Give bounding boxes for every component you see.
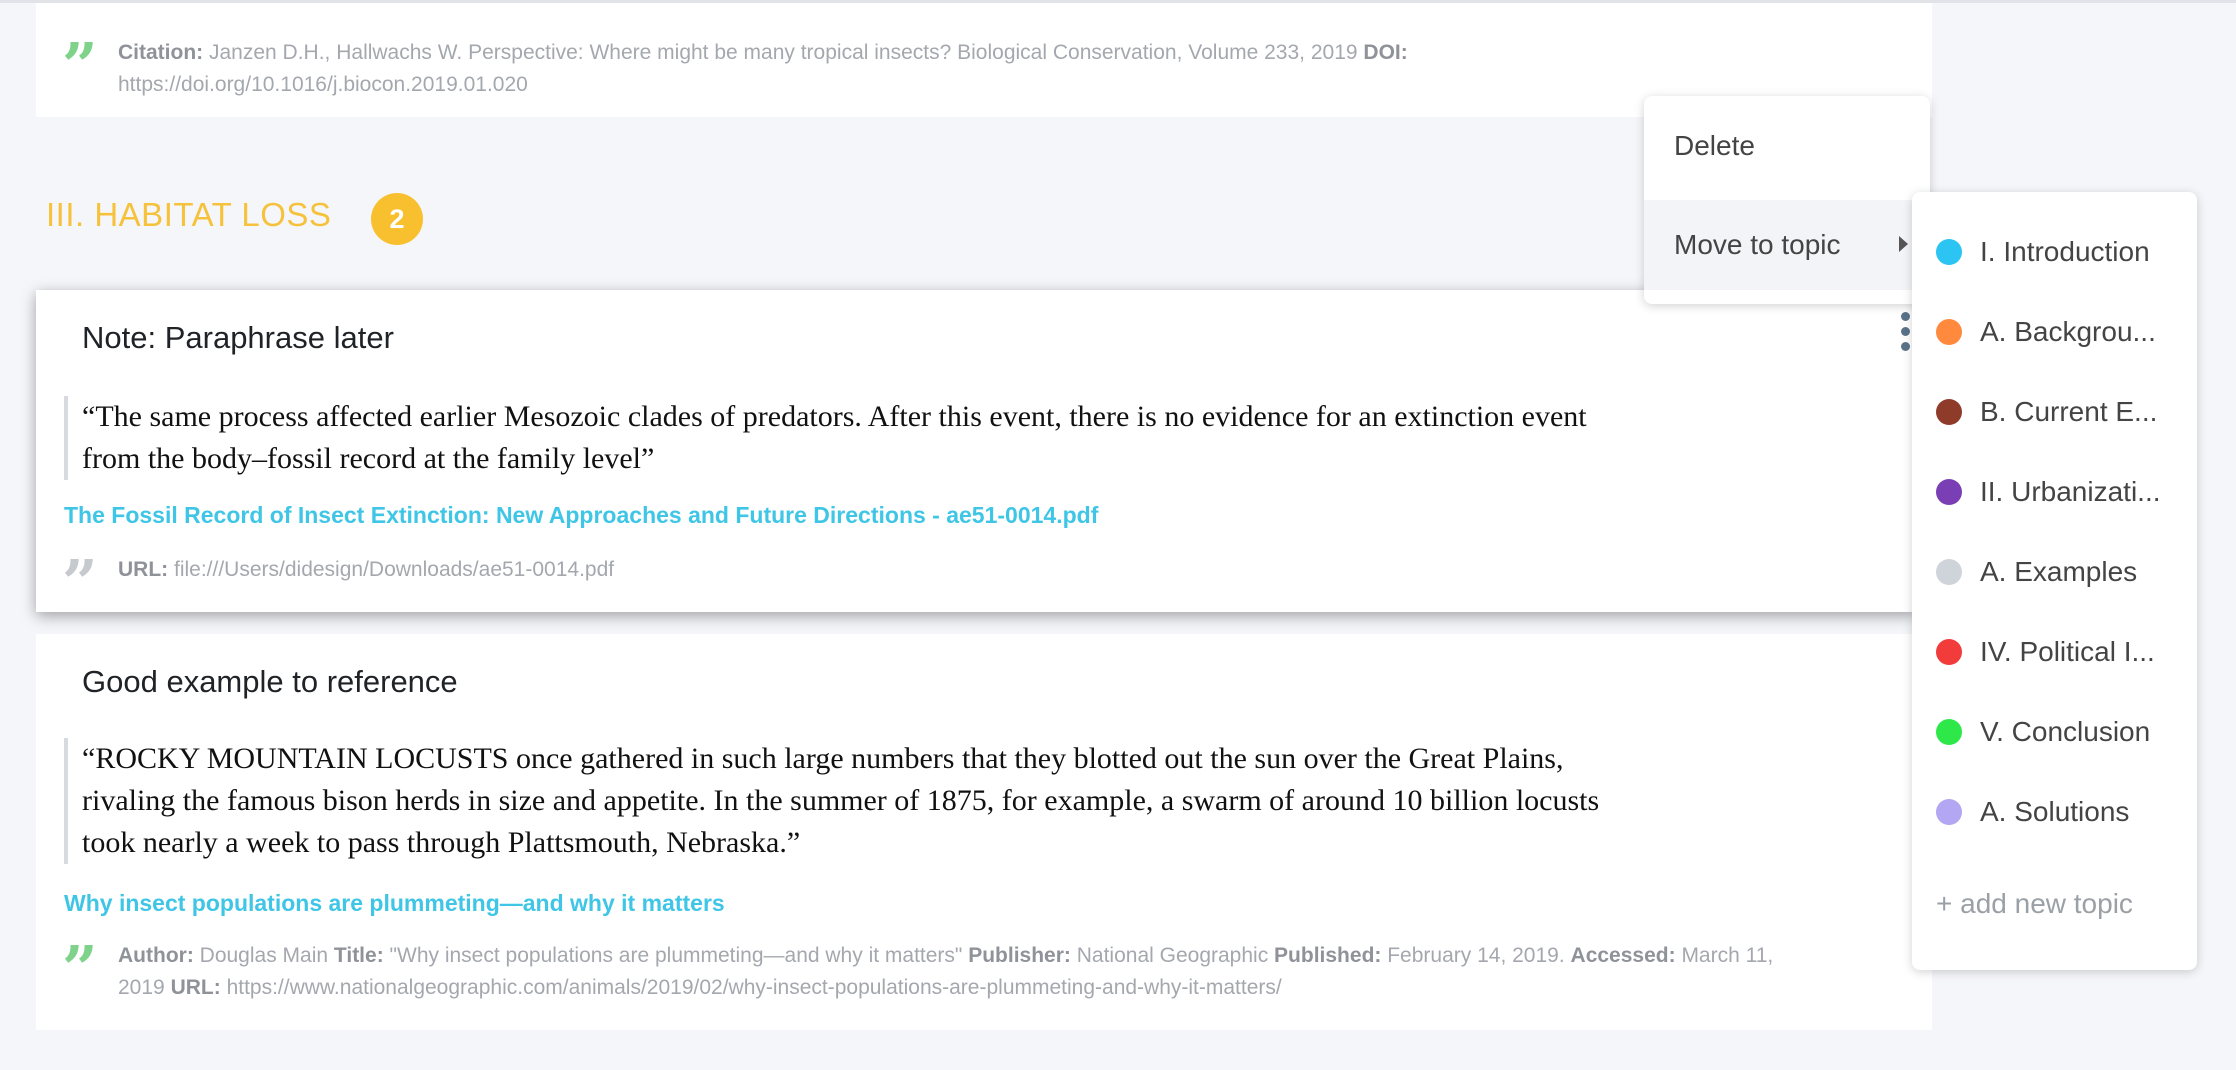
quote-line: rivaling the famous bison herds in size and appetite. In the summer of 1875, for example, a swarm of around 10 billion locusts <box>82 784 1600 817</box>
topic-label: B. Current E... <box>1980 396 2158 427</box>
note-quote <box>64 738 1599 864</box>
accessed-year: 2019 <box>118 976 165 999</box>
note-title: Good example to reference <box>82 664 458 699</box>
topic-item[interactable] <box>1936 232 2186 272</box>
author-label: Author: <box>118 944 194 967</box>
published-label: Published: <box>1274 944 1382 967</box>
topic-color-dot <box>1936 639 1962 665</box>
note-card-1[interactable] <box>36 290 1916 612</box>
source-link[interactable]: The Fossil Record of Insect Extinction: New Approaches and Future Directions - ae51-0014.pdf <box>64 502 1099 528</box>
doi-text: https://doi.org/10.1016/j.biocon.2019.01.020 <box>118 73 528 96</box>
topic-color-dot <box>1936 559 1962 585</box>
caret-right-icon <box>1899 236 1908 252</box>
url-text: https://www.nationalgeographic.com/animals/2019/02/why-insect-populations-are-plummeting-and-why-it-matters/ <box>226 976 1282 999</box>
topic-label: A. Examples <box>1980 556 2138 587</box>
topic-label: A. Solutions <box>1980 796 2130 827</box>
more-options-icon[interactable] <box>1901 312 1911 357</box>
topic-label: IV. Political I... <box>1980 636 2155 667</box>
topic-item[interactable] <box>1936 712 2186 752</box>
note-title: Note: Paraphrase later <box>82 320 394 355</box>
topic-color-dot <box>1936 799 1962 825</box>
note-card-2[interactable] <box>36 634 1932 1030</box>
topic-color-dot <box>1936 319 1962 345</box>
author-value: Douglas Main <box>199 944 329 967</box>
accessed-value: March 11, <box>1681 944 1774 967</box>
topic-label: II. Urbanizati... <box>1980 476 2161 507</box>
topic-item[interactable] <box>1936 792 2186 832</box>
url-label: URL: <box>118 558 169 581</box>
quote-line: “The same process affected earlier Mesozoic clades of predators. After this event, there is no evidence for an extinction event <box>82 400 1587 433</box>
topic-label: V. Conclusion <box>1980 716 2151 747</box>
delete-menu-item[interactable]: Delete <box>1674 130 1755 161</box>
topic-submenu <box>1912 192 2197 970</box>
topic-item[interactable] <box>1936 312 2186 352</box>
topic-item[interactable] <box>1936 632 2186 672</box>
quote-icon: ” <box>62 552 98 592</box>
topic-color-dot <box>1936 719 1962 745</box>
note-quote <box>64 396 1587 480</box>
topic-label: A. Backgrou... <box>1980 316 2156 347</box>
citation-label: Citation: <box>118 41 204 64</box>
topic-color-dot <box>1936 479 1962 505</box>
move-to-topic-menu-item[interactable] <box>1644 200 1930 290</box>
quote-line: took nearly a week to pass through Plattsmouth, Nebraska.” <box>82 826 801 859</box>
note-context-menu <box>1644 96 1930 304</box>
published-value: February 14, 2019. <box>1387 944 1565 967</box>
accessed-label: Accessed: <box>1570 944 1676 967</box>
topic-item[interactable] <box>1936 472 2186 512</box>
quote-icon: ” <box>62 938 98 978</box>
topic-color-dot <box>1936 399 1962 425</box>
url-label: URL: <box>170 976 221 999</box>
quote-icon: ” <box>62 35 98 75</box>
move-to-topic-label: Move to topic <box>1674 229 1841 260</box>
url-meta <box>118 554 614 586</box>
topic-color-dot <box>1936 239 1962 265</box>
title-value: "Why insect populations are plummeting—and why it matters" <box>389 944 963 967</box>
citation-meta <box>118 940 1908 1004</box>
url-text: file:///Users/didesign/Downloads/ae51-0014.pdf <box>174 558 615 581</box>
doi-label: DOI: <box>1363 41 1408 64</box>
citation-text: Janzen D.H., Hallwachs W. Perspective: Where might be many tropical insects? Biological Conservation, Volume 233, 2019 <box>209 41 1358 64</box>
citation-meta <box>118 37 1408 101</box>
topic-item[interactable] <box>1936 392 2186 432</box>
quote-line: “ROCKY MOUNTAIN LOCUSTS once gathered in such large numbers that they blotted out the sun over the Great Plains, <box>82 742 1564 775</box>
topic-label: I. Introduction <box>1980 236 2150 267</box>
add-new-topic-button[interactable]: + add new topic <box>1936 888 2133 919</box>
section-title: III. HABITAT LOSS <box>46 196 332 233</box>
publisher-value: National Geographic <box>1076 944 1269 967</box>
quote-line: from the body–fossil record at the family level” <box>82 442 655 475</box>
publisher-label: Publisher: <box>968 944 1071 967</box>
title-label: Title: <box>333 944 384 967</box>
topic-item[interactable] <box>1936 552 2186 592</box>
source-link[interactable]: Why insect populations are plummeting—and why it matters <box>64 890 725 916</box>
section-count-badge: 2 <box>371 193 423 245</box>
